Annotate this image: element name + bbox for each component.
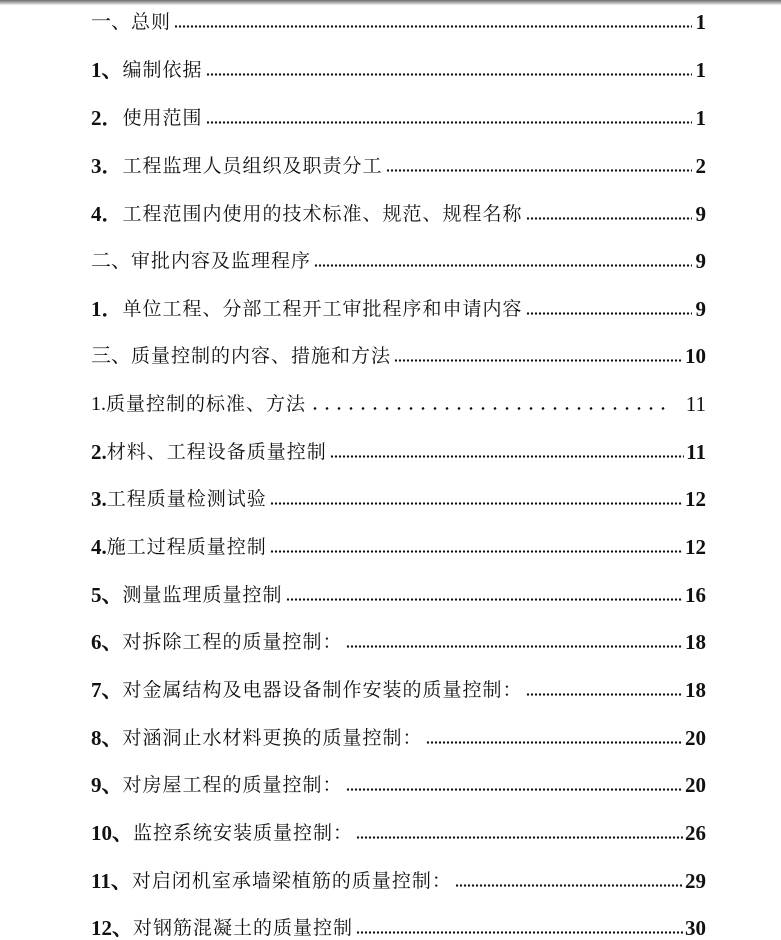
dot-leader	[526, 693, 683, 696]
toc-entry-title: 编制依据	[122, 59, 203, 81]
toc-entry-page: 9	[695, 202, 706, 226]
toc-entry-number: 7、	[91, 678, 123, 702]
toc-entry-title: 使用范围	[122, 107, 203, 129]
toc-entry-title: 对钢筋混凝土的质量控制	[133, 917, 354, 939]
toc-entry[interactable]	[91, 481, 706, 511]
dot-leader	[346, 645, 683, 648]
toc-entry-number: 9、	[91, 773, 123, 797]
toc-entry-title: 工程范围内使用的技术标准、规范、规程名称	[122, 203, 523, 225]
toc-entry-number: 一、	[91, 11, 131, 33]
toc-entry-title: 对涵洞止水材料更换的质量控制：	[122, 727, 423, 749]
toc-entry-number: 2．	[91, 106, 123, 130]
toc-entry-title: 对拆除工程的质量控制：	[122, 631, 343, 653]
toc-entry-number: 5、	[91, 583, 123, 607]
toc-entry[interactable]	[91, 434, 706, 464]
toc-entry-page: 20	[685, 726, 706, 750]
toc-entry-page: 26	[685, 821, 706, 845]
toc-entry-page: 11	[685, 392, 706, 416]
toc-entry-page: 18	[685, 630, 706, 654]
dot-leader	[309, 407, 666, 410]
toc-entry-number: 8、	[91, 726, 123, 750]
dot-leader	[356, 931, 683, 934]
toc-entry-title: 审批内容及监理程序	[131, 250, 312, 272]
dot-leader	[356, 836, 683, 839]
toc-entry[interactable]	[91, 529, 706, 559]
dot-leader	[526, 217, 692, 220]
toc-entry-title: 对启闭机室承墙梁植筋的质量控制：	[131, 870, 452, 892]
toc-entry-title: 监控系统安装质量控制：	[133, 822, 354, 844]
dot-leader	[330, 455, 684, 458]
toc-entry-number: 1．	[91, 297, 123, 321]
toc-entry-number: 二、	[91, 250, 131, 272]
toc-entry-page: 1	[695, 10, 706, 34]
toc-entry-number: 三、	[91, 345, 131, 367]
toc-entry-number: 3．	[91, 154, 123, 178]
toc-entry-title: 对金属结构及电器设备制作安装的质量控制：	[122, 679, 523, 701]
toc-entry[interactable]	[91, 624, 706, 654]
toc-entry[interactable]	[91, 910, 706, 940]
dot-leader	[206, 73, 692, 76]
toc-entry[interactable]	[91, 52, 706, 82]
toc-entry-number: 4.	[91, 535, 107, 559]
toc-entry-title: 测量监理质量控制	[122, 584, 283, 606]
toc-entry[interactable]	[91, 815, 706, 845]
toc-entry[interactable]	[91, 672, 706, 702]
toc-entry-title: 材料、工程设备质量控制	[106, 441, 327, 463]
toc-entry-title: 单位工程、分部工程开工审批程序和申请内容	[122, 298, 523, 320]
toc-entry-page: 12	[685, 535, 706, 559]
toc-entry[interactable]	[91, 4, 706, 34]
toc-entry-page: 29	[685, 869, 706, 893]
toc-entry-page: 1	[695, 58, 706, 82]
toc-entry[interactable]	[91, 386, 706, 416]
dot-leader	[206, 121, 692, 124]
toc-entry-title: 工程监理人员组织及职责分工	[122, 155, 383, 177]
toc-entry[interactable]	[91, 720, 706, 750]
toc-entry-page: 20	[685, 773, 706, 797]
dot-leader	[174, 25, 692, 28]
toc-entry-number: 11、	[91, 869, 132, 893]
toc-entry-page: 16	[685, 583, 706, 607]
dot-leader	[526, 312, 692, 315]
toc-entry-number: 12、	[91, 916, 133, 940]
toc-entry-title: 总则	[131, 11, 172, 33]
toc-entry-number: 4．	[91, 202, 123, 226]
toc-entry-page: 2	[695, 154, 706, 178]
toc-entry-page: 11	[686, 440, 706, 464]
dot-leader	[314, 264, 692, 267]
dot-leader	[426, 741, 683, 744]
dot-leader	[286, 598, 683, 601]
toc-entry[interactable]	[91, 291, 706, 321]
toc-entry[interactable]	[91, 196, 706, 226]
dot-leader	[346, 788, 683, 791]
toc-entry-title: 工程质量检测试验	[106, 488, 267, 510]
toc-entry-page: 12	[685, 487, 706, 511]
toc-entry-page: 18	[685, 678, 706, 702]
toc-entry-number: 2.	[91, 440, 107, 464]
toc-entry[interactable]	[91, 863, 706, 893]
dot-leader	[270, 550, 683, 553]
toc-entry-title: 对房屋工程的质量控制：	[122, 774, 343, 796]
toc-entry-number: 3.	[91, 487, 107, 511]
toc-entry[interactable]	[91, 577, 706, 607]
dot-leader	[394, 359, 683, 362]
toc-entry[interactable]	[91, 338, 706, 368]
toc-entry-page: 10	[685, 344, 706, 368]
toc-entry-title: 施工过程质量控制	[106, 536, 267, 558]
toc-entry-page: 30	[685, 916, 706, 940]
dot-leader	[386, 169, 692, 172]
toc-entry-number: 1.	[91, 393, 106, 415]
toc-entry[interactable]	[91, 767, 706, 797]
toc-entry[interactable]	[91, 243, 706, 273]
toc-entry-number: 1、	[91, 58, 123, 82]
toc-entry-title: 质量控制的标准、方法	[106, 393, 307, 415]
toc-entry-number: 6、	[91, 630, 123, 654]
dot-leader	[455, 884, 683, 887]
toc-entry-page: 1	[695, 106, 706, 130]
toc-entry-page: 9	[695, 297, 706, 321]
toc-entry-title: 质量控制的内容、措施和方法	[131, 345, 392, 367]
toc-entry-number: 10、	[91, 821, 133, 845]
dot-leader	[270, 502, 683, 505]
toc-entry[interactable]	[91, 148, 706, 178]
toc-entry-page: 9	[695, 249, 706, 273]
toc-entry[interactable]	[91, 100, 706, 130]
